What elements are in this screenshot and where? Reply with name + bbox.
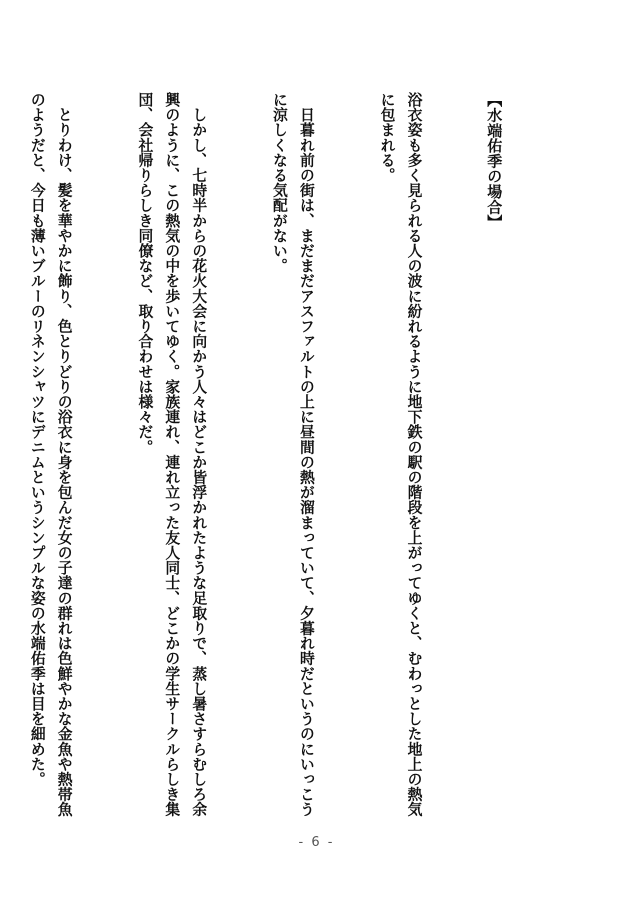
paragraph: 浴衣姿も多く見られる人の波に紛れるように地下鉄の駅の階段を上がってゆくと、むわっとした地上の熱気に包まれる。 xyxy=(378,92,423,817)
paragraph: とりわけ、髪を華やかに飾り、色とりどりの浴衣に身を包んだ女の子達の群れは色鮮やかな金魚や熱帯魚のようだと、今日も薄いブルーのリネンシャツにデニムというシンプルな姿の水端佑季は目を細めた。 xyxy=(28,92,73,817)
page-number: - 6 - xyxy=(298,835,335,850)
paragraph: 日暮れ前の街は、まだまだアスファルトの上に昼間の熱が溜まっていて、夕暮れ時だというのにいっこうに涼しくなる気配がない。 xyxy=(270,92,315,817)
section-heading: 【水端佑季の場合】 xyxy=(485,92,504,230)
paragraph: しかし、七時半からの花火大会に向かう人々はどこか皆浮かれたような足取りで、蒸し暑さすらむしろ余興のように、この熱気の中を歩いてゆく。家族連れ、連れ立った友人同士、どこかの学生サークルらしき集団、会社帰りらしき同僚など、取り合わせは様々だ。 xyxy=(136,92,208,817)
vertical-text-body xyxy=(28,92,561,818)
